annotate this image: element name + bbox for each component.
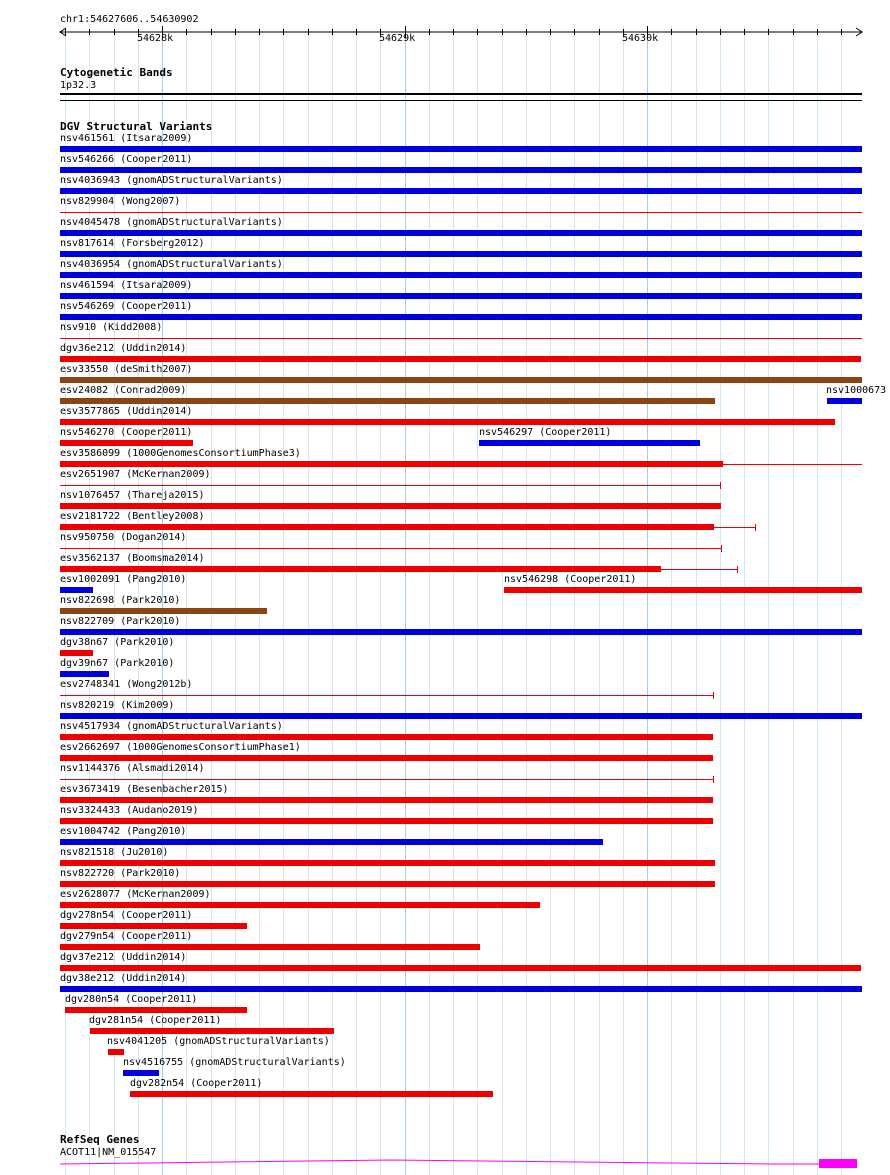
feature-label: esv33550 (deSmith2007) (60, 364, 193, 375)
variant-end-cap (713, 692, 714, 699)
feature-label: nsv822698 (Park2010) (60, 595, 181, 606)
refseq-track-title: RefSeq Genes (60, 1133, 140, 1146)
variant-bar[interactable] (60, 629, 862, 635)
gene-label: ACOT11|NM_015547 (60, 1147, 157, 1158)
variant-bar[interactable] (60, 314, 862, 320)
feature-label: esv2662697 (1000GenomesConsortiumPhase1) (60, 742, 301, 753)
variant-bar[interactable] (60, 356, 861, 362)
cytoband-bar[interactable] (60, 93, 862, 95)
feature-label: nsv821518 (Ju2010) (60, 847, 169, 858)
feature-label: nsv546266 (Cooper2011) (60, 154, 193, 165)
ruler-tick-label: 54629k (379, 33, 416, 44)
feature-label: nsv4045478 (gnomADStructuralVariants) (60, 217, 283, 228)
feature-label: nsv546297 (Cooper2011) (479, 427, 612, 438)
variant-bar[interactable] (60, 713, 862, 719)
feature-label: dgv38n67 (Park2010) (60, 637, 175, 648)
variant-bar[interactable] (90, 1028, 334, 1034)
variant-bar[interactable] (60, 251, 862, 257)
variant-bar[interactable] (60, 440, 193, 446)
variant-bar[interactable] (108, 1049, 124, 1055)
coordinate-label: chr1:54627606..54630902 (60, 14, 199, 25)
variant-bar[interactable] (60, 293, 862, 299)
variant-end-cap (720, 482, 721, 489)
variant-line[interactable] (60, 212, 862, 213)
variant-bar[interactable] (60, 839, 603, 845)
variant-bar[interactable] (60, 377, 862, 383)
feature-label: nsv4036954 (gnomADStructuralVariants) (60, 259, 283, 270)
feature-label: dgv37e212 (Uddin2014) (60, 952, 187, 963)
feature-label: nsv461594 (Itsara2009) (60, 280, 193, 291)
variant-bar[interactable] (60, 188, 862, 194)
variant-bar[interactable] (130, 1091, 493, 1097)
feature-label: nsv4036943 (gnomADStructuralVariants) (60, 175, 283, 186)
dgv-track-title: DGV Structural Variants (60, 120, 213, 133)
feature-label: nsv546270 (Cooper2011) (60, 427, 193, 438)
feature-label: dgv36e212 (Uddin2014) (60, 343, 187, 354)
feature-label: esv24082 (Conrad2009) (60, 385, 187, 396)
feature-label: nsv3324433 (Audano2019) (60, 805, 199, 816)
feature-label: nsv4517934 (gnomADStructuralVariants) (60, 721, 283, 732)
variant-bar[interactable] (123, 1070, 159, 1076)
feature-label: dgv38e212 (Uddin2014) (60, 973, 187, 984)
variant-bar[interactable] (60, 881, 715, 887)
variant-line[interactable] (60, 338, 862, 339)
variant-bar[interactable] (60, 272, 862, 278)
feature-label: esv3586099 (1000GenomesConsortiumPhase3) (60, 448, 301, 459)
gene-intron-line (60, 1160, 819, 1164)
variant-line[interactable] (60, 485, 720, 486)
variant-whisker[interactable] (714, 527, 755, 528)
variant-bar[interactable] (60, 797, 713, 803)
variant-end-cap (755, 524, 756, 531)
variant-line[interactable] (60, 779, 713, 780)
feature-label: esv3562137 (Boomsma2014) (60, 553, 205, 564)
variant-bar[interactable] (504, 587, 862, 593)
feature-label: esv2748341 (Wong2012b) (60, 679, 193, 690)
feature-label: dgv282n54 (Cooper2011) (130, 1078, 263, 1089)
feature-label: nsv829904 (Wong2007) (60, 196, 181, 207)
variant-bar[interactable] (60, 587, 93, 593)
feature-label: nsv1000673 (826, 385, 887, 396)
feature-label: esv2181722 (Bentley2008) (60, 511, 205, 522)
feature-label: nsv1144376 (Alsmadi2014) (60, 763, 205, 774)
feature-label: nsv910 (Kidd2008) (60, 322, 163, 333)
variant-bar[interactable] (827, 398, 862, 404)
feature-label: dgv280n54 (Cooper2011) (65, 994, 198, 1005)
variant-bar[interactable] (60, 734, 713, 740)
feature-label: esv1004742 (Pang2010) (60, 826, 187, 837)
variant-bar[interactable] (479, 440, 700, 446)
feature-label: dgv281n54 (Cooper2011) (89, 1015, 222, 1026)
variant-line[interactable] (723, 464, 862, 465)
feature-label: nsv4041205 (gnomADStructuralVariants) (107, 1036, 330, 1047)
variant-end-cap (737, 566, 738, 573)
track-divider (60, 100, 862, 101)
feature-label: nsv817614 (Forsberg2012) (60, 238, 205, 249)
variant-bar[interactable] (60, 167, 862, 173)
variant-bar[interactable] (65, 1007, 247, 1013)
feature-label: esv3673419 (Besenbacher2015) (60, 784, 229, 795)
variant-bar[interactable] (60, 650, 93, 656)
gene-model[interactable] (0, 1155, 890, 1175)
variant-bar[interactable] (60, 461, 723, 467)
feature-label: esv3577865 (Uddin2014) (60, 406, 193, 417)
variant-bar[interactable] (60, 986, 862, 992)
feature-label: nsv822709 (Park2010) (60, 616, 181, 627)
variant-end-cap (713, 776, 714, 783)
feature-label: dgv278n54 (Cooper2011) (60, 910, 193, 921)
variant-bar[interactable] (60, 902, 540, 908)
feature-label: nsv820219 (Kim2009) (60, 700, 175, 711)
ruler[interactable] (0, 24, 890, 44)
feature-label: nsv950750 (Dogan2014) (60, 532, 187, 543)
gene-exon[interactable] (819, 1159, 857, 1168)
cytogenetic-track-title: Cytogenetic Bands (60, 66, 173, 79)
feature-label: nsv822720 (Park2010) (60, 868, 181, 879)
feature-label: nsv546298 (Cooper2011) (504, 574, 637, 585)
variant-bar[interactable] (60, 398, 715, 404)
variant-bar[interactable] (60, 965, 861, 971)
variant-bar[interactable] (60, 146, 862, 152)
variant-end-cap (721, 545, 722, 552)
variant-bar[interactable] (60, 503, 721, 509)
variant-bar[interactable] (60, 671, 109, 677)
variant-bar[interactable] (60, 755, 713, 761)
variant-bar[interactable] (60, 419, 835, 425)
variant-bar[interactable] (60, 860, 715, 866)
variant-line[interactable] (60, 548, 721, 549)
feature-label: dgv279n54 (Cooper2011) (60, 931, 193, 942)
feature-label: esv2628077 (McKernan2009) (60, 889, 211, 900)
variant-bar[interactable] (60, 608, 267, 614)
feature-label: nsv546269 (Cooper2011) (60, 301, 193, 312)
feature-label: nsv1076457 (Thareja2015) (60, 490, 205, 501)
variant-whisker[interactable] (661, 569, 737, 570)
variant-bar[interactable] (60, 230, 862, 236)
cytoband-label: 1p32.3 (60, 80, 97, 91)
variant-bar[interactable] (60, 923, 247, 929)
ruler-tick-label: 54630k (622, 33, 659, 44)
variant-bar[interactable] (60, 566, 661, 572)
feature-label: esv1002091 (Pang2010) (60, 574, 187, 585)
feature-label: nsv4516755 (gnomADStructuralVariants) (123, 1057, 346, 1068)
variant-bar[interactable] (60, 944, 480, 950)
ruler-tick-label: 54628k (137, 33, 174, 44)
feature-label: esv2651907 (McKernan2009) (60, 469, 211, 480)
feature-label: nsv461561 (Itsara2009) (60, 133, 193, 144)
variant-bar[interactable] (60, 818, 713, 824)
variant-line[interactable] (60, 695, 713, 696)
feature-label: dgv39n67 (Park2010) (60, 658, 175, 669)
variant-bar[interactable] (60, 524, 714, 530)
